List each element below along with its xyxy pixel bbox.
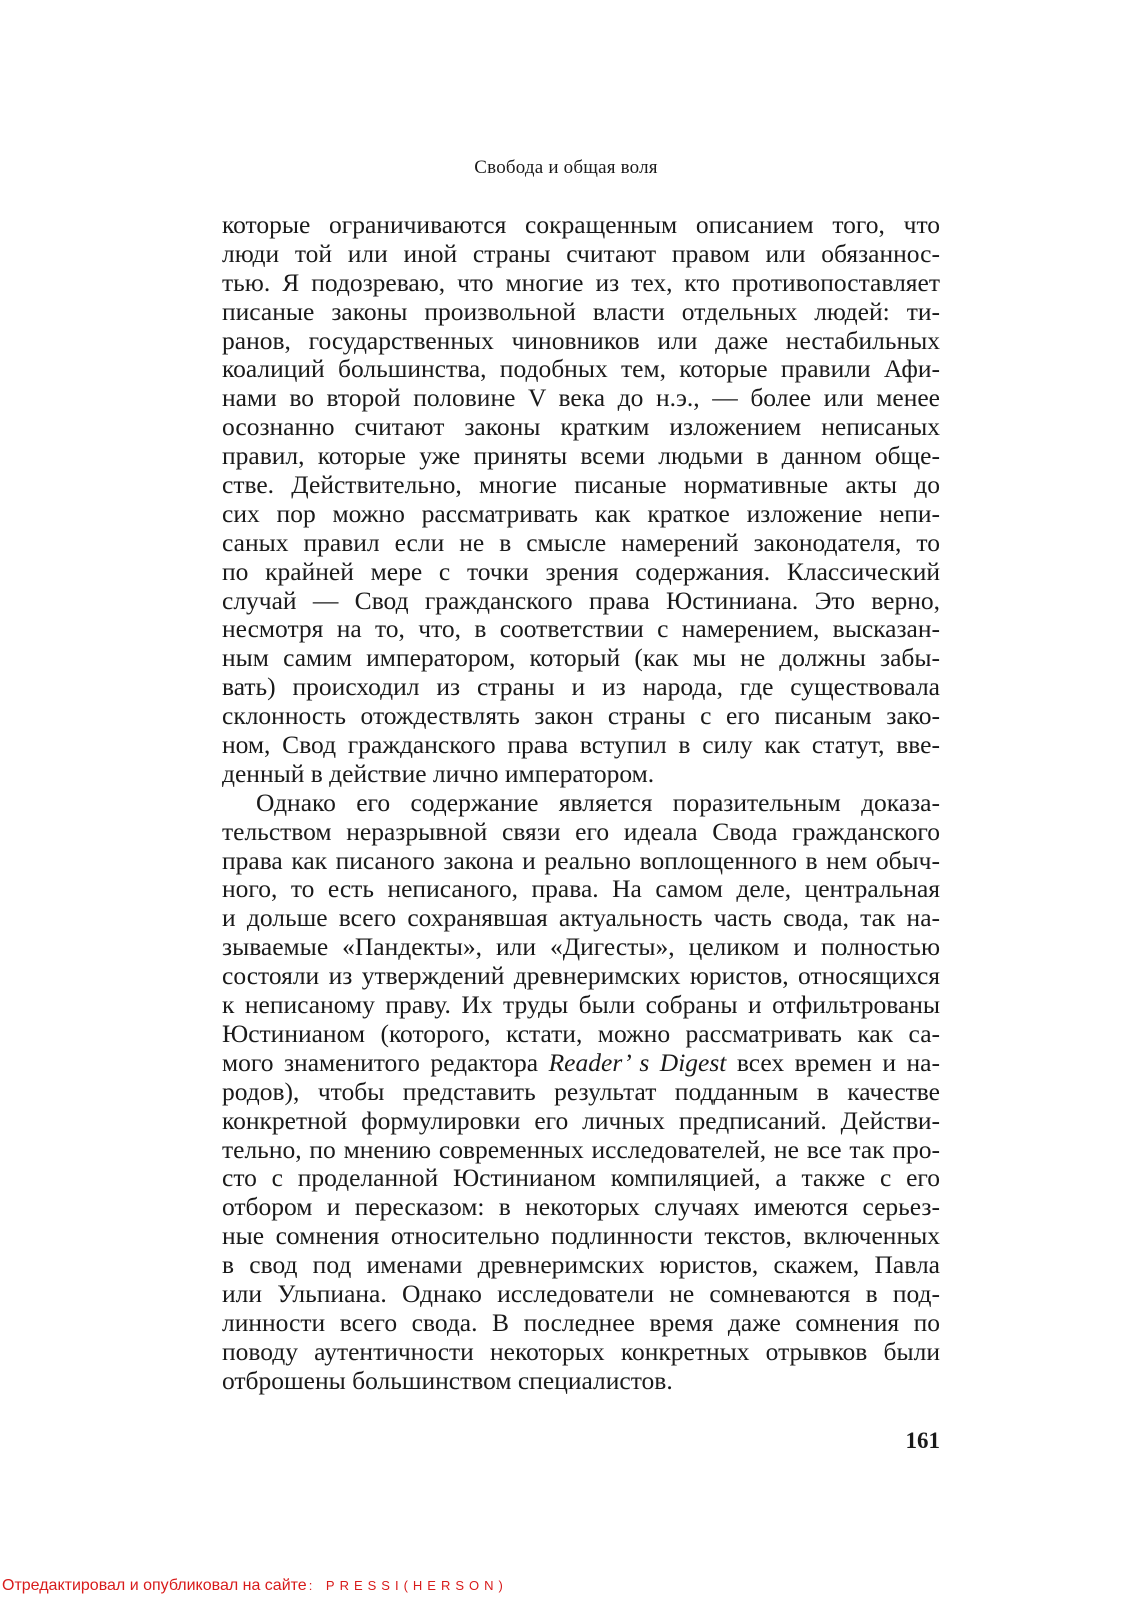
text-line: состояли из утверждений древнеримских юристов, относящихся — [222, 961, 940, 991]
text-line: сих пор можно рассматривать как краткое изложение непи- — [222, 498, 940, 528]
text-line: по крайней мере с точки зрения содержания. Классический — [222, 556, 940, 586]
text-line: вать) происходил из страны и из народа, где существовала — [222, 672, 940, 702]
text-line: к неписаному праву. Их труды были собраны и отфильтрованы — [222, 990, 940, 1020]
text-segment: мого знаменитого редактора — [222, 1047, 549, 1077]
text-line: ном, Свод гражданского права вступил в силу как статут, вве- — [222, 730, 940, 760]
page-number: 161 — [905, 1428, 940, 1453]
text-line: коалиций большинства, подобных тем, которые правили Афи- — [222, 354, 940, 384]
text-segment: всех времен и на- — [726, 1047, 940, 1077]
text-line: нами во второй половине V века до н.э., — более или менее — [222, 383, 940, 413]
text-line: тельно, по мнению современных исследователей, не все так про- — [222, 1134, 940, 1164]
text-line: конкретной формулировки его личных предписаний. Действи- — [222, 1105, 940, 1135]
text-line: сто с проделанной Юстинианом компиляцией, а также с его — [222, 1163, 940, 1193]
text-line: или Ульпиана. Однако исследователи не сомневаются в под- — [222, 1278, 940, 1308]
text-line: ные сомнения относительно подлинности текстов, включенных — [222, 1221, 940, 1251]
text-line: Юстинианом (которого, кстати, можно рассматривать как са- — [222, 1018, 940, 1048]
text-line: линности всего свода. В последнее время даже сомнения по — [222, 1307, 940, 1337]
text-line: правил, которые уже приняты всеми людьми в данном обще- — [222, 441, 940, 471]
credit-site-link[interactable]: : PRESSI(HERSON) — [308, 1578, 508, 1593]
text-line: права как писаного закона и реально воплощенного в нем обыч- — [222, 845, 940, 875]
text-line: отбором и пересказом: в некоторых случаях имеются серьез- — [222, 1192, 940, 1222]
italic-title: Reader’ s Digest — [548, 1047, 727, 1077]
text-line: зываемые «Пандекты», или «Дигесты», целиком и полностью — [222, 932, 940, 962]
text-line: поводу аутентичности некоторых конкретных отрывков были — [222, 1336, 940, 1366]
text-line: писаные законы произвольной власти отдельных людей: ти- — [222, 296, 940, 326]
text-line-with-italic — [222, 1049, 940, 1078]
paragraph-end-line: отброшены большинством специалистов. — [222, 1365, 673, 1395]
paragraph-end-line: денный в действие лично императором. — [222, 758, 655, 788]
running-title: Свобода и общая воля — [474, 157, 658, 178]
text-line: люди той или иной страны считают правом или обязаннос- — [222, 238, 940, 268]
text-line: тью. Я подозреваю, что многие из тех, кто противопоставляет — [222, 267, 940, 297]
text-line: родов), чтобы представить результат подданным в качестве — [222, 1076, 940, 1106]
paragraph-first-line: Однако его содержание является поразительным доказа- — [256, 787, 940, 817]
text-line: стве. Действительно, многие писаные нормативные акты до — [222, 470, 940, 500]
text-line: осознанно считают законы кратким изложением неписаных — [222, 412, 940, 442]
text-line: склонность отождествлять закон страны с его писаным зако- — [222, 701, 940, 731]
text-line: саных правил если не в смысле намерений законодателя, то — [222, 527, 940, 557]
text-line: ранов, государственных чиновников или даже нестабильных — [222, 325, 940, 355]
text-line: и дольше всего сохранявшая актуальность часть свода, так на- — [222, 903, 940, 933]
text-line: ного, то есть неписаного, права. На самом деле, центральная — [222, 874, 940, 904]
site-credit — [2, 1577, 508, 1595]
text-line: которые ограничиваются сокращенным описанием того, что — [222, 210, 940, 239]
text-line: в свод под именами древнеримских юристов, скажем, Павла — [222, 1250, 940, 1280]
text-line: случай — Свод гражданского права Юстиниана. Это верно, — [222, 585, 940, 615]
text-line: ным самим императором, который (как мы не должны забы- — [222, 643, 940, 673]
body-text — [222, 211, 940, 1396]
credit-label: Отредактировал и опубликовал на сайте — [2, 1577, 307, 1594]
text-line: тельством неразрывной связи его идеала Свода гражданского — [222, 816, 940, 846]
text-line: несмотря на то, что, в соответствии с намерением, высказан- — [222, 614, 940, 644]
